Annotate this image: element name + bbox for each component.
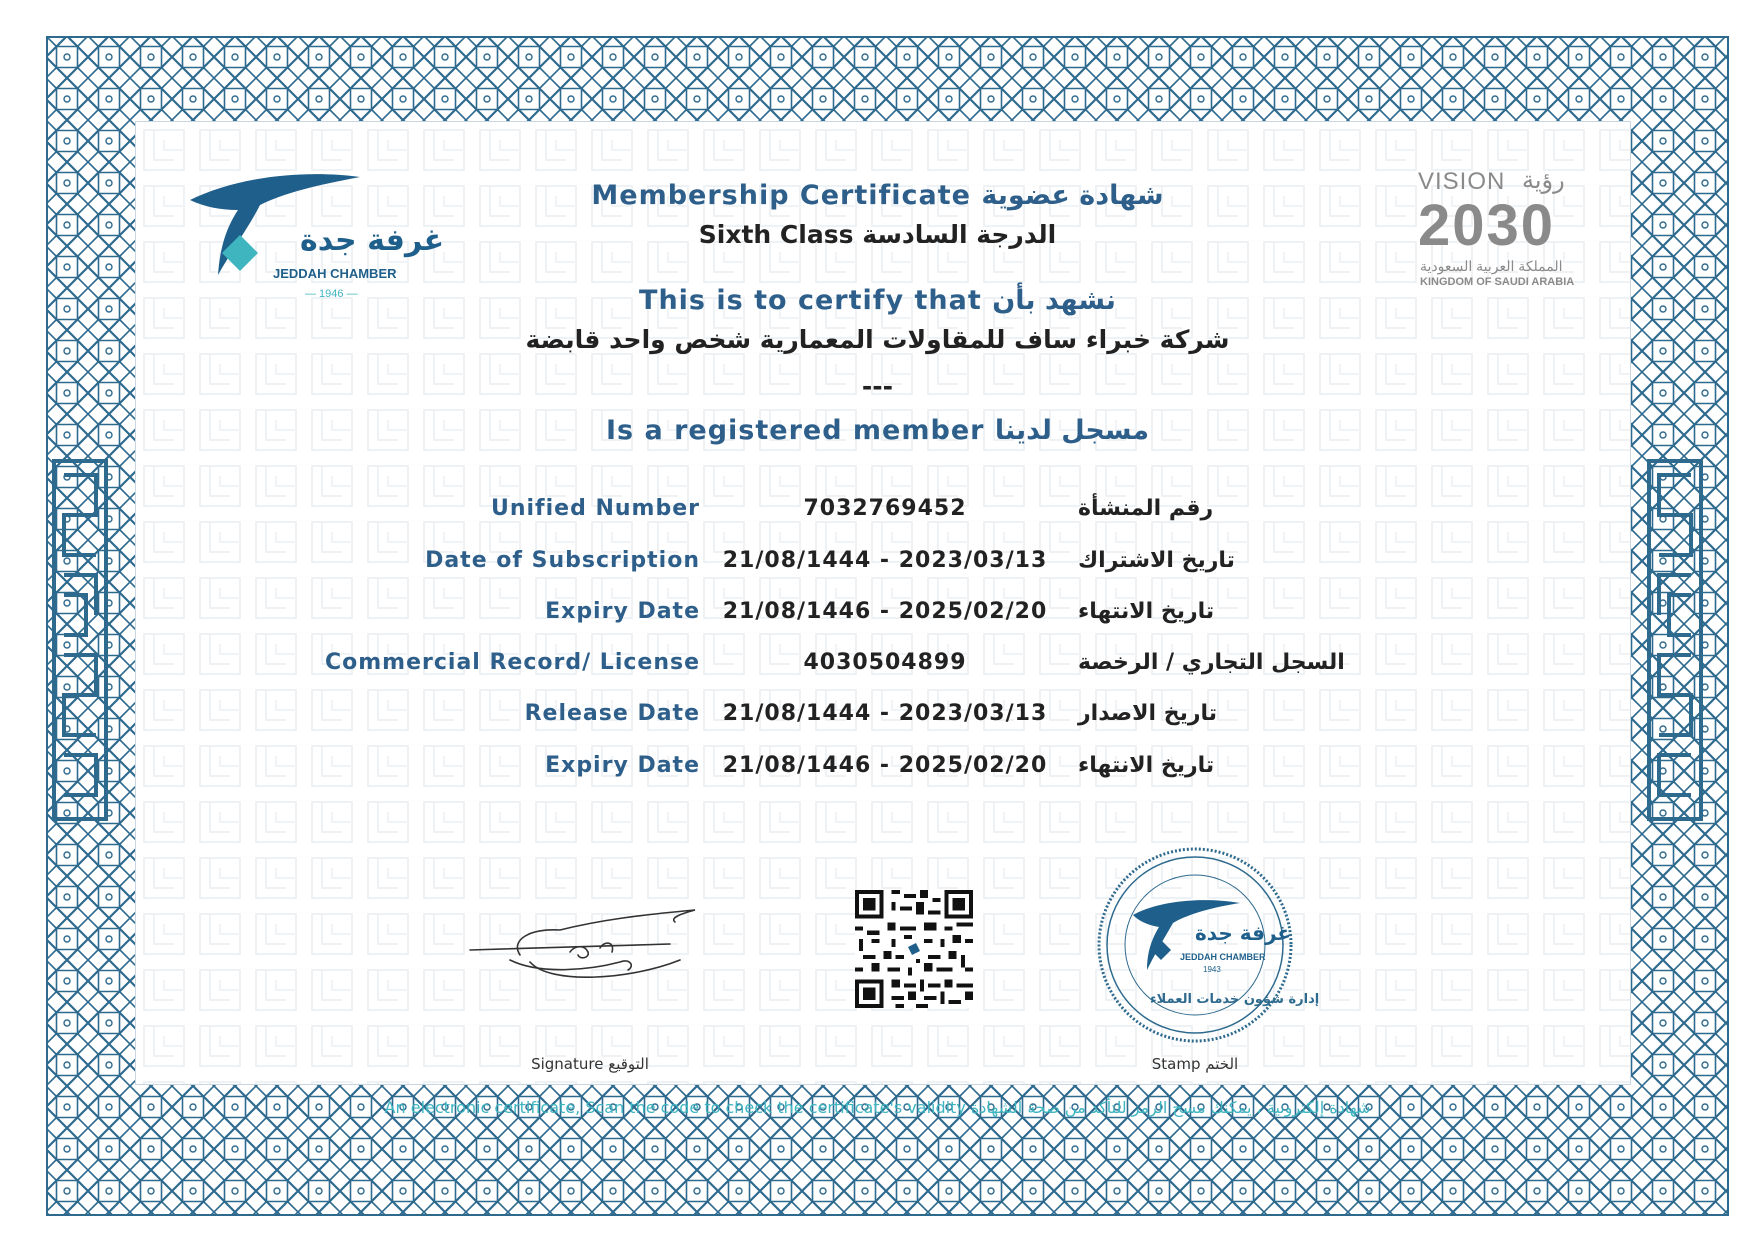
signature-label: Signature التوقيع (531, 1055, 649, 1073)
certificate-title: Membership Certificate شهادة عضوية (591, 180, 1164, 211)
certify-intro: This is to certify that نشهد بأن (639, 285, 1116, 316)
detail-row-unified-number (0, 496, 1755, 530)
detail-label-ar: تاريخ الانتهاء (1078, 753, 1215, 778)
detail-value: 21/08/1444 - 2023/03/13 (722, 548, 1048, 573)
svg-text:JEDDAH CHAMBER: JEDDAH CHAMBER (1180, 952, 1266, 962)
vision-year: 2030 (1418, 193, 1556, 258)
signature-image (470, 900, 710, 990)
vision-arabic-label: رؤية (1522, 167, 1565, 194)
vision-label: VISION (1418, 168, 1506, 195)
detail-row-expiry-date (0, 599, 1755, 633)
detail-value: 7032769452 (803, 496, 967, 521)
kingdom-english: KINGDOM OF SAUDI ARABIA (1420, 276, 1575, 288)
official-stamp (1095, 845, 1320, 1045)
detail-value: 21/08/1446 - 2025/02/20 (722, 599, 1048, 624)
detail-label-ar: السجل التجاري / الرخصة (1078, 650, 1345, 675)
svg-text:JEDDAH CHAMBER: JEDDAH CHAMBER (273, 266, 397, 281)
detail-row-subscription-date (0, 548, 1755, 582)
svg-text:— 1946 —: — 1946 — (305, 288, 358, 300)
detail-row-commercial-record (0, 650, 1755, 684)
detail-row-release-date (0, 701, 1755, 735)
svg-text:1943: 1943 (1203, 965, 1221, 974)
registered-member-line: Is a registered member مسجل لدينا (605, 415, 1150, 446)
detail-label-ar: تاريخ الاصدار (1078, 701, 1218, 726)
detail-label-ar: تاريخ الانتهاء (1078, 599, 1215, 624)
detail-label-en: Expiry Date (545, 599, 700, 624)
detail-row-license-expiry-date (0, 753, 1755, 787)
verification-qr-code[interactable] (855, 890, 973, 1008)
detail-value: 4030504899 (803, 650, 967, 675)
stamp-label: Stamp الختم (1151, 1055, 1239, 1073)
electronic-certificate-note: An electronic certificate, Scan the code to check the certificate's validity شهادة إلكترونية ، يمكنك مسح الرمز للتأكد من صحة الشهادة (384, 1098, 1371, 1117)
svg-text:غرفة جدة: غرفة جدة (300, 223, 445, 258)
detail-value: 21/08/1444 - 2023/03/13 (722, 701, 1048, 726)
detail-label-ar: تاريخ الاشتراك (1078, 548, 1235, 573)
detail-label-en: Release Date (524, 701, 700, 726)
detail-label-en: Unified Number (490, 496, 700, 521)
kingdom-arabic: المملكة العربية السعودية (1420, 258, 1563, 274)
membership-class: Sixth Class الدرجة السادسة (698, 220, 1057, 249)
svg-text:إدارة شؤون خدمات العملاء: إدارة شؤون خدمات العملاء (1150, 992, 1320, 1007)
company-name: شركة خبراء ساف للمقاولات المعمارية شخص واحد قابضة (525, 325, 1230, 354)
svg-text:غرفة جدة: غرفة جدة (1195, 921, 1292, 945)
detail-value: 21/08/1446 - 2025/02/20 (722, 753, 1048, 778)
separator-dashes: --- (861, 372, 894, 401)
detail-label-en: Date of Subscription (425, 548, 700, 573)
detail-label-en: Commercial Record/ License (324, 650, 700, 675)
detail-label-en: Expiry Date (545, 753, 700, 778)
detail-label-ar: رقم المنشأة (1078, 496, 1214, 521)
